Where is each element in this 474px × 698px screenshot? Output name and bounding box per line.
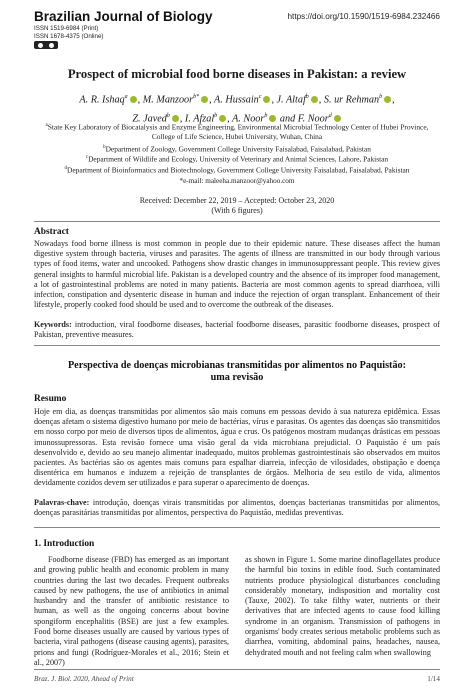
author-name[interactable]: A. Hussain	[214, 94, 259, 106]
author-affil-sup: d	[328, 113, 332, 120]
keywords: Keywords: introduction, viral foodborne diseases, bacterial foodborne diseases, parasitic foodborne diseases, prospect of Pakistan, preventive measures.	[34, 320, 440, 340]
affiliation-d: $^d$Department of Bioinformatics and Biotechnology, Government College University Faisalabad, Faisalabad, Pakistan	[64, 165, 410, 175]
orcid-icon[interactable]	[130, 96, 137, 103]
corresponding-email[interactable]: *e-mail: maleeha.manzoor@yahoo.com	[179, 177, 295, 185]
author-name[interactable]: Z. Javed	[132, 113, 167, 125]
journal-name: Brazilian Journal of Biology	[34, 9, 213, 24]
author-affil-sup: b*	[193, 94, 200, 100]
divider	[34, 345, 440, 346]
orcid-icon[interactable]	[201, 96, 208, 103]
author-list: A. R. Ishaq$^a$ , M. Manzoor$^{b*}$ , A. Hussain$^c$ , J. Altaf$^b$ , S. ur Rehman$^b$ , Z. Javed$^b$ , I. Afzal$^b$ , A. Noor$^b$ and F. Noor$^d$	[79, 94, 395, 125]
author-name[interactable]: S. ur Rehman	[323, 94, 380, 106]
figure-count: (With 6 figures)	[211, 206, 263, 215]
author-name[interactable]: F. Noor	[297, 113, 329, 125]
divider	[34, 221, 440, 222]
issn-online: ISSN 1678-4375 (Online)	[34, 33, 104, 40]
abstract-text: Nowadays food borne illness is most common in people due to their epidemic nature. These diseases affect the human digestive system through bacteria, viruses and parasites. The agents of illness are transmitted in our body through various types of food items, water and uncooked. Pathogens show drastic changes in immunosuppressant people. This review gives general insights to harmful microbial life. Pakistan is a developed country and the absence of its improper food management, a lot of gastrointestinal problems are noted in many patients. Bacteria are most common agents to spread diarrhoea, villi infection, constipation and dysenteric disease in human and induce the rejection of organ transplant. Enhancement of their lifestyle, properly cooked food should be used and to overcome the outbreak of the diseases.	[34, 239, 440, 310]
divider	[34, 669, 440, 670]
page-number: 1/14	[427, 675, 440, 683]
author-name[interactable]: M. Manzoor	[142, 94, 194, 106]
author-affil-sup: c	[258, 94, 262, 100]
divider	[34, 527, 440, 528]
introduction-heading: 1. Introduction	[34, 539, 95, 549]
article-dates: Received: December 22, 2019 – Accepted: October 23, 2020	[139, 196, 335, 205]
author-name[interactable]: J. Altaf	[276, 94, 306, 106]
orcid-icon[interactable]	[263, 96, 270, 103]
author-affil-sup: b	[379, 94, 383, 100]
author-affil-sup: b	[214, 113, 218, 120]
by-circle-icon	[49, 43, 54, 48]
resumo-text: Hoje em dia, as doenças transmitidas por alimentos são mais comuns em pessoas devido à sua natureza epidêmica. Essas doenças afetam o sistema digestivo humano por meio de bactérias, vírus e parasitas. Os agentes das doenças são transmitidos em nosso corpo por meio de diversos tipos de alimentos, água e crus. Os patógenos mostram mudanças drásticas em pessoas imunossupressoras. Esta revisão fornece uma visão geral da vida microbiana prejudicial. O Paquistão é um país desenvolvido e, devido ao seu manejo alimentar inadequado, muitos problemas gastrointestinais são observados em muitos pacientes. As bactérias são os agentes mais comuns para espalhar diarreia, infecção de vilosidades, obstipação e doença disentérica em humanos e induzem a rejeição de transplantes de órgãos. Melhoria de seu estilo de vida, alimentos devidamente cozidos devem ser utilizados e para superar o aparecimento de doenças.	[34, 407, 440, 488]
author-name[interactable]: A. Noor	[232, 113, 265, 125]
orcid-icon[interactable]	[384, 96, 391, 103]
cc-circle-icon	[38, 43, 43, 48]
issn-print: ISSN 1519-6984 (Print)	[34, 25, 99, 32]
author-affil-sup: b	[305, 94, 309, 100]
portuguese-title: Perspectiva de doenças microbianas transmitidas por alimentos no Paquistão: uma revisão	[67, 360, 407, 384]
author-affil-sup: b	[166, 113, 170, 120]
footer-citation: Braz. J. Biol. 2020, Ahead of Print	[34, 675, 134, 683]
introduction-right-column: as shown in Figure 1. Some marine dinoflagellates produce the harmful bio toxins in edible food. Such contaminated nutrients produce physiological disturbances concluding considerably monetary, indisposition and mortality cost (Tauxe, 2002). To take filthy water, nutrients or their derivatives that are infected agents to cause food killing syndrome in an organism. Transmission of pathogens in organisms' body creates serious metabolic problems such as diarrhea, vomiting, abdominal pains, headaches, nausea, dehydrated mouth and not feeling calm when swallowing	[245, 555, 440, 657]
resumo-heading: Resumo	[34, 394, 67, 404]
orcid-icon[interactable]	[311, 96, 318, 103]
introduction-left-column: Foodborne disease (FBD) has emerged as an important and growing public health and economic problem in many countries during the last two decades. Frequent outbreaks caused by new pathogens, the use of antibiotics in animal husbandry and the transfer of antibiotic resistance to human, as well as the ongoing concerns about bovine spongiform encephalitis (BSE) are just a few examples. Food borne diseases usually are caused by various types of bacteria, viral pathogens (disease causing agents), parasites, prions and fungi (Rodríguez-Morales et al., 2016; Stein et al., 2007)	[34, 555, 229, 667]
abstract-heading: Abstract	[34, 227, 69, 237]
author-name[interactable]: I. Afzal	[184, 113, 215, 125]
doi-link[interactable]: https://doi.org/10.1590/1519-6984.232466	[287, 12, 440, 21]
author-affil-sup: b	[264, 113, 268, 120]
affiliation-c: $^c$Department of Wildlife and Ecology, University of Veterinary and Animal Sciences, Lahore, Pakistan	[85, 154, 389, 164]
author-affil-sup: a	[124, 94, 128, 100]
article-title: Prospect of microbial food borne diseases in Pakistan: a review	[67, 67, 407, 81]
cc-license-icon[interactable]	[34, 41, 58, 49]
palavras-chave: Palavras-chave: introdução, doenças virais transmitidas por alimentos, doenças bacterianas transmitidas por alimentos, doenças parasitárias transmitidas por alimentos, perspectiva do Paquistão, medidas preventivas.	[34, 498, 440, 518]
author-name[interactable]: A. R. Ishaq	[79, 94, 125, 106]
affiliation-a: $^a$State Key Laboratory of Biocatalysis and Enzyme Engineering, Environmental Microbial Technology Center of Hubei Province, College of Life Science, Hubei University, Wuhan, China	[45, 122, 429, 142]
affiliation-b: $^b$Department of Zoology, Government College University Faisalabad, Faisalabad, Pakistan	[103, 144, 371, 154]
